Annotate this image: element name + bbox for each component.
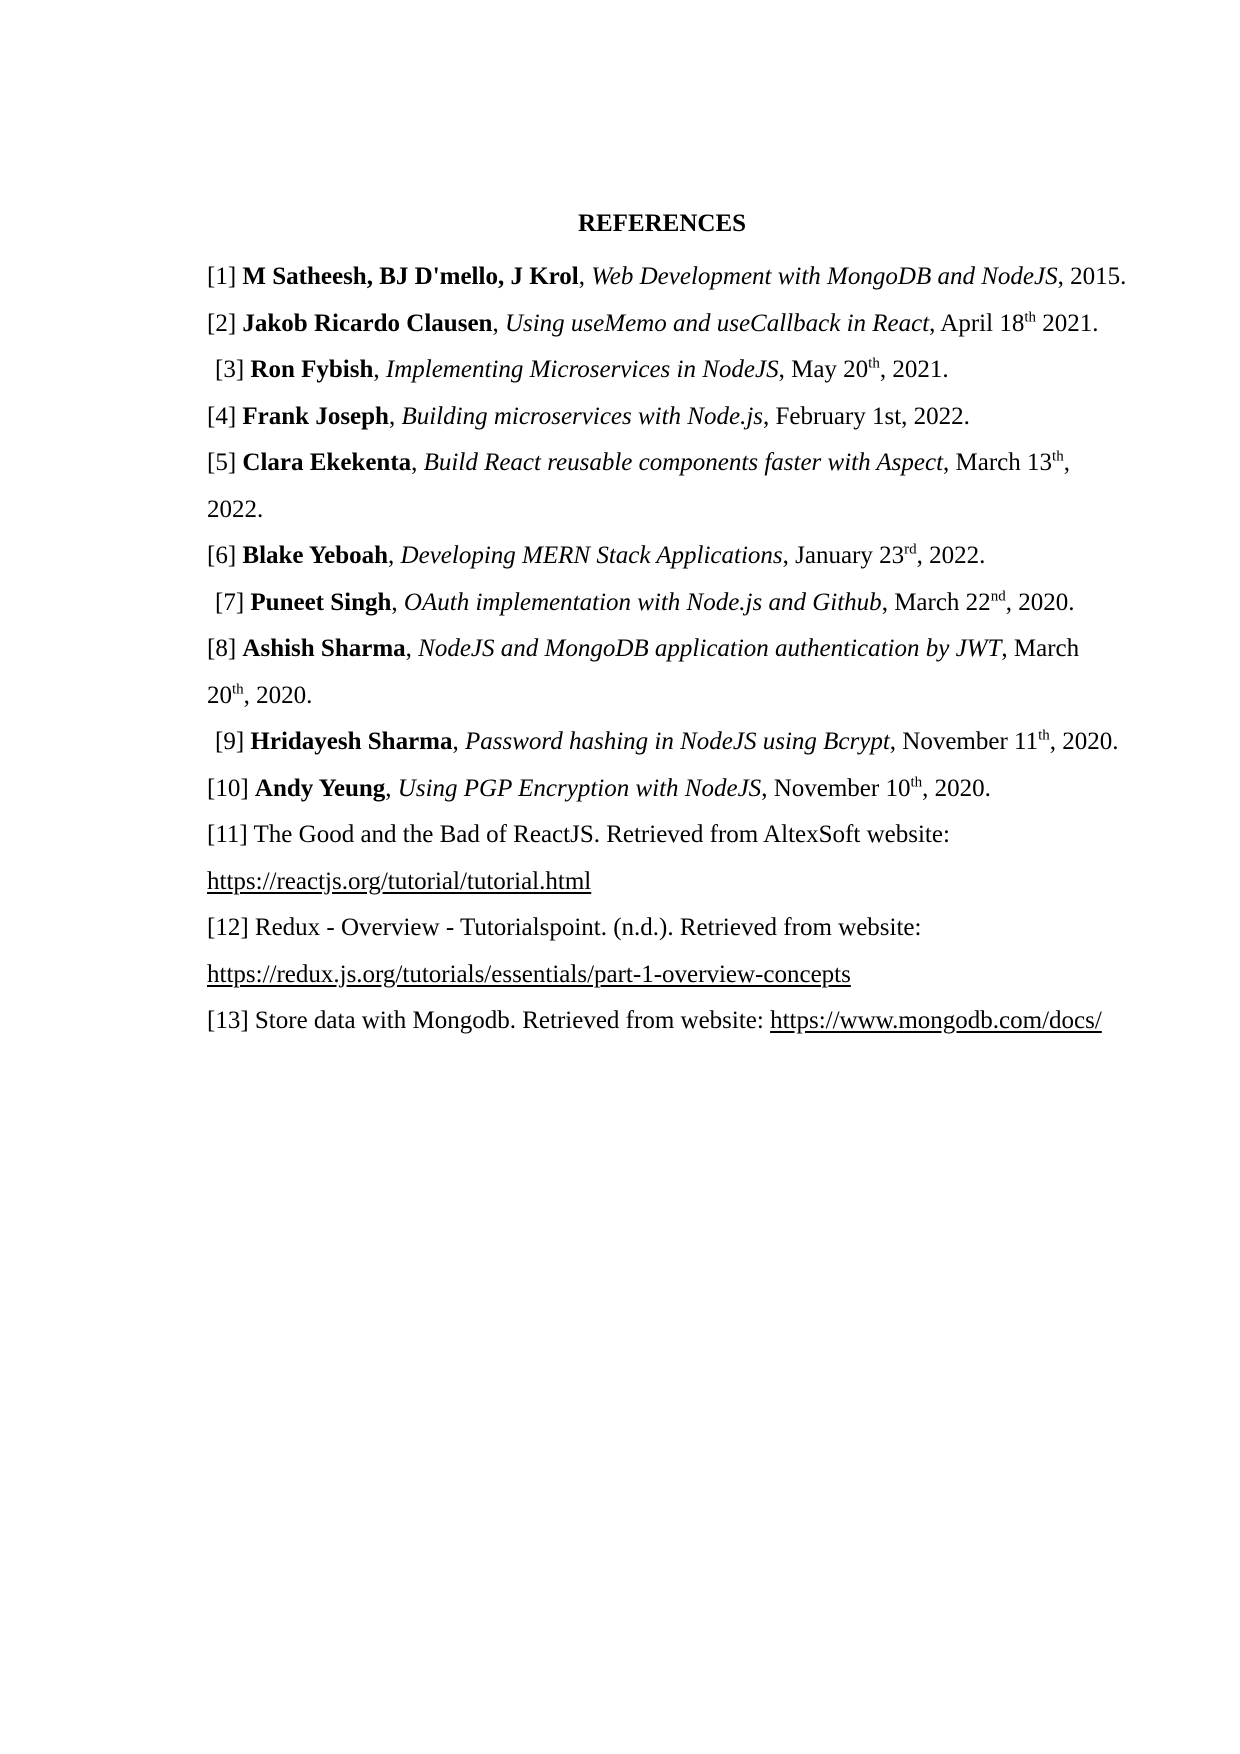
reference-authors: Ashish Sharma (242, 635, 406, 662)
reference-title: Password hashing in NodeJS using Bcrypt (465, 728, 890, 755)
reference-title: OAuth implementation with Node.js and Github (403, 588, 882, 616)
reference-date: , November 10 (761, 774, 911, 802)
reference-title: Implementing Microservices in NodeJS (385, 356, 779, 383)
reference-item-3 (207, 347, 1127, 394)
reference-title: Using useMemo and useCallback in React (504, 309, 930, 337)
reference-link[interactable]: https://www.mongodb.com/docs/ (770, 1007, 1102, 1034)
reference-item-8 (207, 626, 1127, 719)
reference-date: , May 20 (778, 356, 869, 383)
reference-text: [11] The Good and the Bad of ReactJS. Retrieved from AltexSoft website: (207, 821, 950, 848)
reference-title: Web Development with MongoDB and NodeJS (591, 263, 1058, 290)
reference-item-12 (207, 905, 1127, 998)
reference-separator: , (452, 728, 466, 755)
reference-date-ordinal: rd (904, 541, 917, 558)
reference-separator: , (391, 588, 404, 616)
reference-separator: , (411, 449, 424, 476)
reference-date: , January 23 (782, 542, 905, 569)
reference-title: Developing MERN Stack Applications (400, 542, 783, 569)
reference-date-year: , 2022. (916, 542, 986, 569)
reference-authors: Jakob Ricardo Clausen (242, 309, 493, 337)
reference-date-year: , 2020. (922, 774, 991, 802)
reference-title: Building microservices with Node.js (401, 402, 764, 430)
reference-date: , April 18 (929, 309, 1025, 337)
reference-number: [2] (207, 309, 243, 337)
reference-date-year: 2021. (1036, 309, 1099, 337)
reference-number: [8] (207, 635, 243, 662)
reference-date-ordinal: th (910, 774, 923, 791)
reference-authors: Frank Joseph (242, 402, 389, 430)
reference-date: , November 11 (889, 728, 1039, 755)
reference-authors: Hridayesh Sharma (250, 728, 453, 755)
reference-date-ordinal: nd (990, 588, 1006, 605)
reference-date-ordinal: th (868, 355, 880, 372)
reference-date-ordinal: th (1038, 727, 1050, 744)
reference-number: [9] (215, 728, 251, 755)
reference-authors: Ron Fybish (250, 356, 374, 383)
reference-separator: , (388, 542, 401, 569)
reference-date-year: , 2021. (879, 356, 949, 383)
reference-item-13 (207, 998, 1127, 1045)
reference-item-11 (207, 812, 1127, 905)
reference-item-10 (207, 766, 1127, 813)
reference-date-ordinal: th (1052, 448, 1064, 465)
reference-number: [4] (207, 402, 243, 430)
reference-date-ordinal: th (1024, 309, 1036, 326)
reference-authors: M Satheesh, BJ D'mello, J Krol (242, 263, 579, 290)
reference-date-ordinal: th (232, 681, 244, 698)
reference-date-year: , 2020. (1049, 728, 1119, 755)
reference-number: [3] (215, 356, 251, 383)
reference-title: NodeJS and MongoDB application authentication by JWT (418, 635, 1002, 662)
reference-item-4 (207, 394, 1127, 441)
reference-separator: , (388, 402, 402, 430)
reference-item-6 (207, 533, 1127, 580)
reference-number: [6] (207, 542, 243, 569)
reference-link[interactable]: https://reactjs.org/tutorial/tutorial.html (207, 867, 592, 895)
reference-link[interactable]: https://redux.js.org/tutorials/essentials/part-1-overview-concepts (207, 960, 851, 988)
reference-item-1 (207, 254, 1127, 301)
reference-text: [13] Store data with Mongodb. Retrieved from website: (207, 1007, 771, 1034)
reference-number: [5] (207, 449, 243, 476)
reference-separator: , (578, 263, 592, 290)
reference-authors: Puneet Singh (250, 588, 392, 616)
reference-separator: , (405, 635, 419, 662)
reference-separator: , (373, 356, 386, 383)
reference-number: [10] (207, 774, 255, 802)
reference-item-2 (207, 301, 1127, 348)
reference-number: [7] (215, 588, 251, 616)
reference-authors: Andy Yeung (254, 774, 386, 802)
reference-text: [12] Redux - Overview - Tutorialspoint. (n.d.). Retrieved from website: (207, 914, 922, 941)
reference-title: Build React reusable components faster with Aspect (423, 449, 944, 476)
reference-date: , 2015. (1057, 263, 1127, 290)
reference-date-year: , 2022. (207, 449, 1070, 523)
reference-list (207, 254, 1127, 1045)
reference-date: , March 13 (943, 449, 1053, 476)
reference-date-year: , 2020. (1005, 588, 1075, 616)
reference-date: , March 20 (207, 635, 1080, 709)
references-heading: REFERENCES (577, 210, 747, 237)
reference-date: , March 22 (881, 588, 991, 616)
reference-title: Using PGP Encryption with NodeJS (397, 774, 762, 802)
reference-item-5 (207, 440, 1127, 533)
reference-authors: Clara Ekekenta (242, 449, 412, 476)
reference-item-9 (207, 719, 1127, 766)
reference-separator: , (492, 309, 505, 337)
reference-item-7 (207, 580, 1127, 627)
reference-number: [1] (207, 263, 243, 290)
reference-authors: Blake Yeboah (242, 542, 389, 569)
reference-date: , February 1st, 2022. (763, 402, 970, 430)
reference-separator: , (385, 774, 398, 802)
reference-date-year: , 2020. (243, 681, 313, 709)
